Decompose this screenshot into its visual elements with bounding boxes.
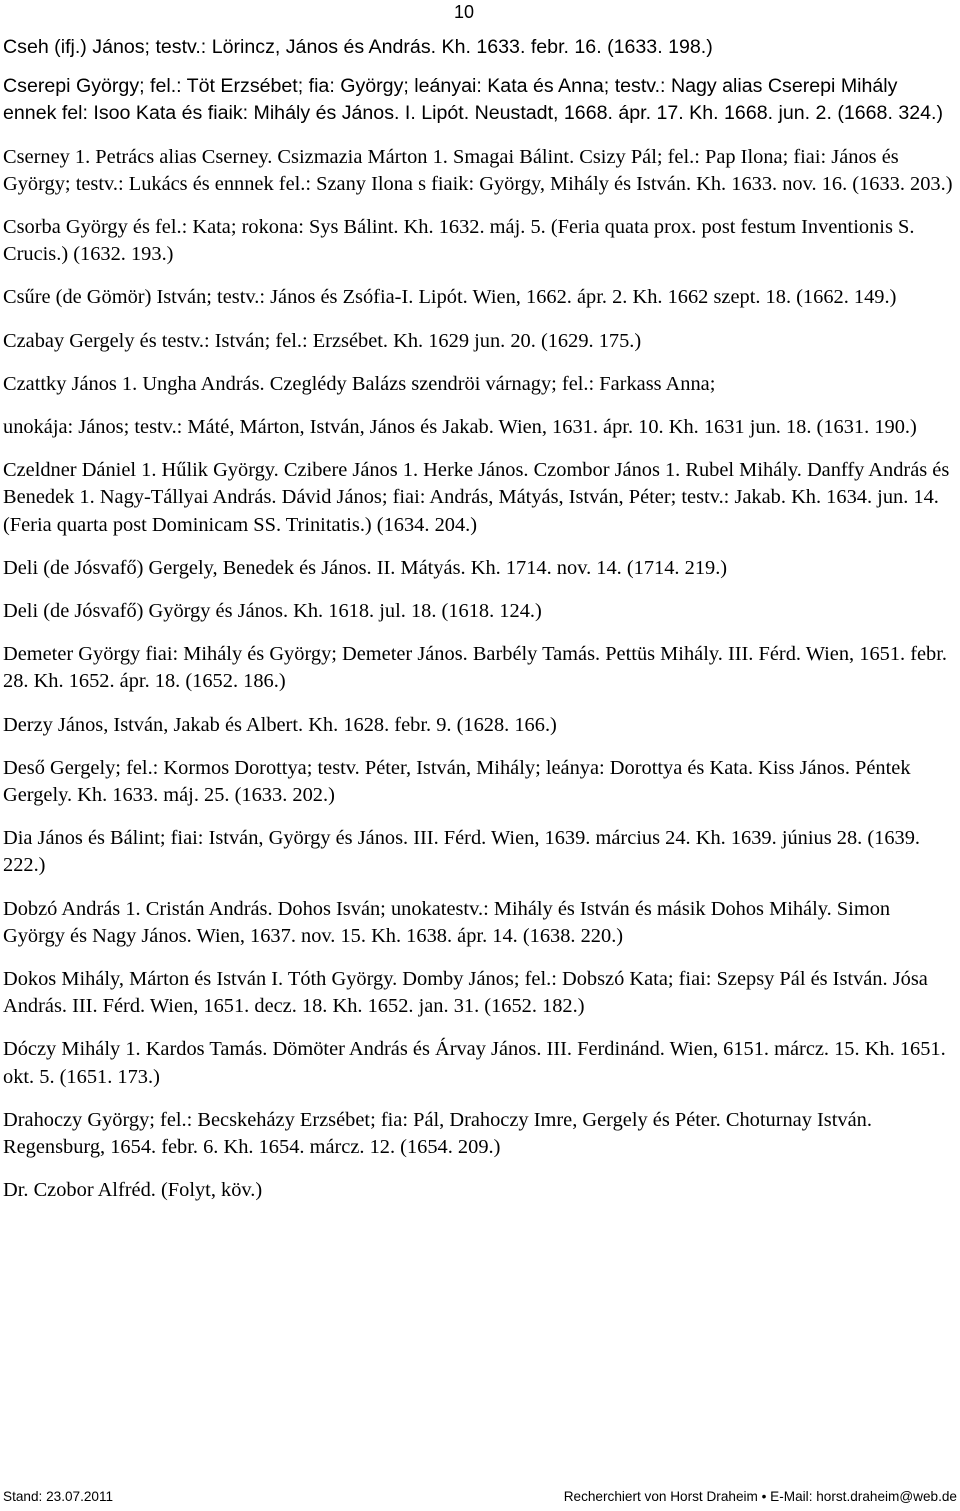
entry-cserepi: Cserepi György; fel.: Töt Erzsébet; fia: György; leányai: Kata és Anna; testv.: Nagy alias Cserepi Mihály ennek fel: Isoo Kata és fiaik: Mihály és János. I. Lipót. Neustadt, 1668. ápr. 17. Kh. 1668. jun. 2. (1668. 324.) bbox=[3, 75, 943, 125]
entry-dia: Dia János és Bálint; fiai: István, György és János. III. Férd. Wien, 1639. március 24. Kh. 1639. június 28. (1639. 222.) bbox=[3, 827, 921, 877]
page-number: 10 bbox=[453, 2, 475, 22]
entry-czabay: Czabay Gergely és testv.: István; fel.: Erzsébet. Kh. 1629 jun. 20. (1629. 175.) bbox=[3, 329, 642, 352]
entry-czattky: Czattky János 1. Ungha András. Czeglédy Balázs szendröi várnagy; fel.: Farkass Anna; bbox=[3, 372, 716, 395]
footer-date: Stand: 23.07.2011 bbox=[3, 1489, 114, 1504]
entry-drahoczy: Drahoczy György; fel.: Becskeházy Erzsébet; fia: Pál, Drahoczy Imre, Gergely és Péter. Choturnay István. Regensburg, 1654. febr. 6. Kh. 1654. márcz. 12. (1654. 209.) bbox=[3, 1108, 872, 1159]
footer-credit: Recherchiert von Horst Draheim • E-Mail: horst.draheim@web.de bbox=[563, 1489, 957, 1504]
entry-cserney: Cserney 1. Petrács alias Cserney. Csizmazia Márton 1. Smagai Bálint. Csizy Pál; fel.: Pap Ilona; fiai: János és György; testv.: Lukács és ennnek fel.: Szany Ilona s fiaik: György, Mihály és István. Kh. 1633. nov. 16. (1633. 203.) bbox=[3, 145, 953, 195]
entry-dobzo: Dobzó András 1. Cristán András. Dohos Isván; unokatestv.: Mihály és István és másik Dohos Mihály. Simon György és Nagy János. Wien, 1637. nov. 15. Kh. 1638. ápr. 14. (1638. 220.) bbox=[3, 897, 891, 947]
entry-czeldner: Czeldner Dániel 1. Hűlik György. Czibere János 1. Herke János. Czombor János 1. Rubel Mihály. Danffy András és Benedek 1. Nagy-Tállyai András. Dávid János; fiai: András, Mátyás, István, Péter; testv.: Jakab. Kh. 1634. jun. 14. (Feria quarta post Dominicam SS. Trinitatis.) (1634. 204.) bbox=[3, 459, 950, 536]
entry-csorba: Csorba György és fel.: Kata; rokona: Sys Bálint. Kh. 1632. máj. 5. (Feria quata prox. post festum Inventionis S. Crucis.) (1632. 193.) bbox=[3, 216, 915, 266]
entry-unokaja: unokája: János; testv.: Máté, Márton, István, János és Jakab. Wien, 1631. ápr. 10. Kh. 1631 jun. 18. (1631. 190.) bbox=[3, 416, 917, 439]
entry-deso: Deső Gergely; fel.: Kormos Dorottya; testv. Péter, István, Mihály; leánya: Dorottya és Kata. Kiss János. Péntek Gergely. Kh. 1633. máj. 25. (1633. 202.) bbox=[3, 756, 911, 807]
entry-csure: Csűre (de Gömör) István; testv.: János és Zsófia-I. Lipót. Wien, 1662. ápr. 2. Kh. 1662 szept. 18. (1662. 149.) bbox=[3, 286, 897, 309]
entry-deli-gergely: Deli (de Jósvafő) Gergely, Benedek és János. II. Mátyás. Kh. 1714. nov. 14. (1714. 219.) bbox=[3, 556, 728, 579]
entry-deli-gyorgy: Deli (de Jósvafő) György és János. Kh. 1618. jul. 18. (1618. 124.) bbox=[3, 600, 542, 623]
entry-dokos: Dokos Mihály, Márton és István I. Tóth György. Domby János; fel.: Dobszó Kata; fiai: Szepsy Pál és István. Jósa András. III. Férd. Wien, 1651. decz. 18. Kh. 1652. jan. 31. (1652. 182.) bbox=[3, 968, 928, 1018]
entry-demeter: Demeter György fiai: Mihály és György; Demeter János. Barbély Tamás. Pettüs Mihály. III. Férd. Wien, 1651. febr. 28. Kh. 1652. ápr. 18. (1652. 186.) bbox=[3, 643, 948, 693]
entry-doczy: Dóczy Mihály 1. Kardos Tamás. Dömöter András és Árvay János. III. Ferdinánd. Wien, 6151. márcz. 15. Kh. 1651. okt. 5. (1651. 173.) bbox=[3, 1038, 946, 1088]
entry-derzy: Derzy János, István, Jakab és Albert. Kh. 1628. febr. 9. (1628. 166.) bbox=[3, 713, 557, 736]
entry-list bbox=[3, 34, 953, 1221]
entry-cseh: Cseh (ifj.) János; testv.: Lörincz, János és András. Kh. 1633. febr. 16. (1633. 198.) bbox=[3, 36, 713, 58]
entry-czobor: Dr. Czobor Alfréd. (Folyt, köv.) bbox=[3, 1179, 263, 1202]
